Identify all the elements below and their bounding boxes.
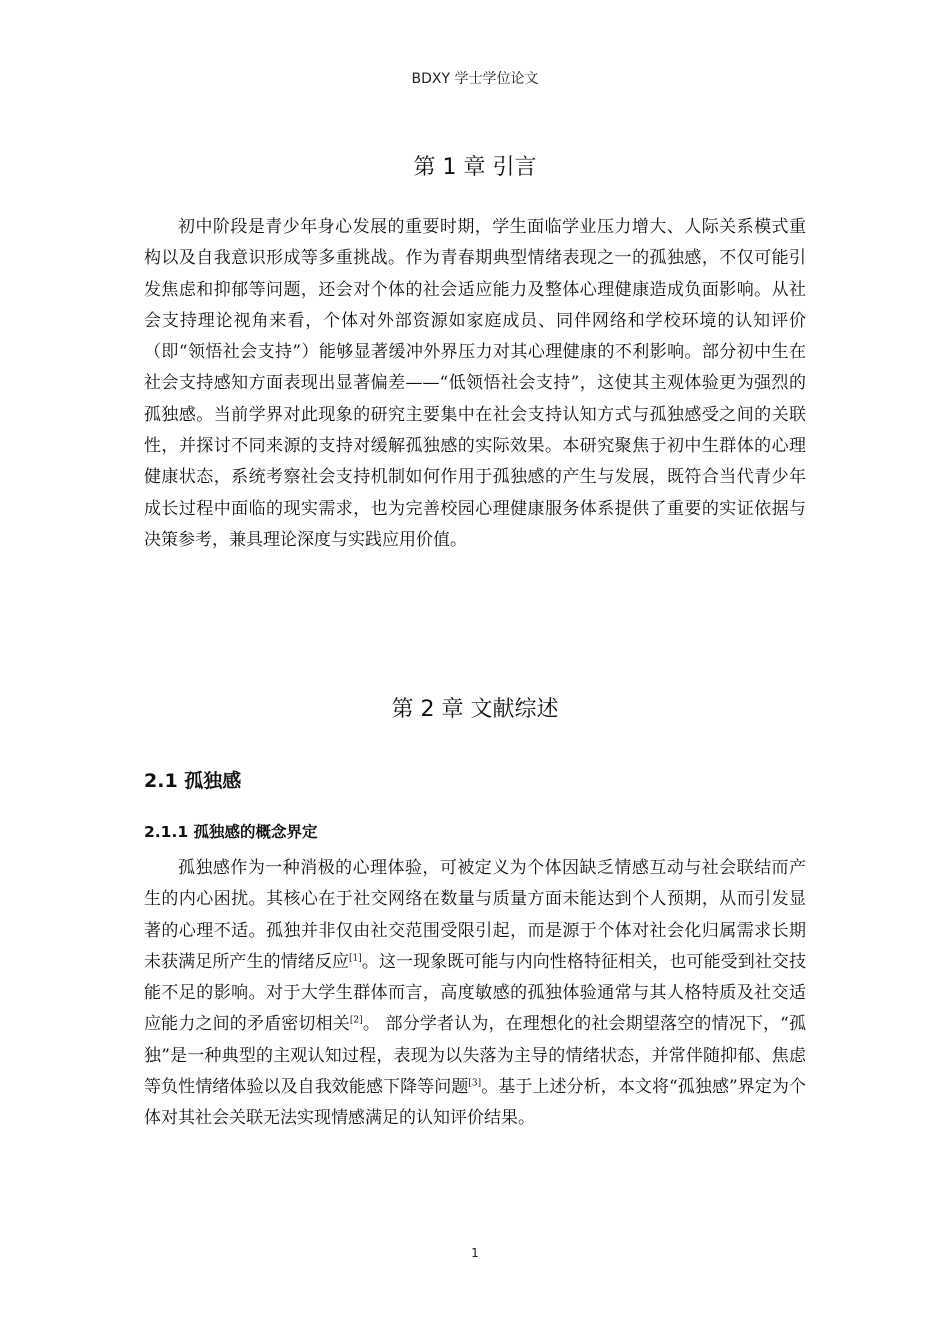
page-number: 1 [471, 1246, 479, 1260]
paragraph-text-segment: 。基于上述分析，本文将“孤独感”界定为个体对其社会关联无法实现情感满足的认知评价结果。 [144, 1077, 807, 1129]
subsection-2-1-1-title: 2.1.1 孤独感的概念界定 [144, 823, 318, 841]
paragraph-text-segment: 孤独感作为一种消极的心理体验，可被定义为个体因缺乏情感互动与社会联结而产生的内心困扰。其核心在于社交网络在数量与质量方面未能达到个人预期，从而引发显著的心理不适。孤独并非仅由社交范围受限引起，而是源于个体对社会化归属需求长期未获满足所产生的情绪反应 [144, 858, 806, 972]
header-divider [145, 96, 805, 97]
running-header: BDXY 学士学位论文 [411, 71, 539, 87]
citation-3[interactable]: [3] [468, 1078, 482, 1089]
paragraph-text-segment: 。这一现象既可能与内向性格特征相关，也可能受到社交技能不足的影响。对于大学生群体而言，高度敏感的孤独体验通常与其人格特质及社交适应能力之间的矛盾密切相关 [144, 951, 807, 1035]
subsection-2-1-1-paragraph [144, 853, 806, 1135]
section-2-1-title: 2.1 孤独感 [144, 770, 242, 792]
paragraph-text-segment: 。 部分学者认为，在理想化的社会期望落空的情况下，“孤独”是一种典型的主观认知过程，表现为以失落为主导的情绪状态，并常伴随抑郁、焦虑等负性情绪体验以及自我效能感下降等问题 [144, 1014, 807, 1098]
citation-1[interactable]: [1] [349, 953, 362, 964]
chapter-1-title: 第 1 章 引言 [413, 155, 537, 180]
chapter-2-title: 第 2 章 文献综述 [391, 697, 559, 722]
citation-2[interactable]: [2] [349, 1015, 363, 1026]
chapter-1-paragraph: 初中阶段是青少年身心发展的重要时期，学生面临学业压力增大、人际关系模式重构以及自我意识形成等多重挑战。作为青春期典型情绪表现之一的孤独感，不仅可能引发焦虑和抑郁等问题，还会对个体的社会适应能力及整体心理健康造成负面影响。从社会支持理论视角来看，个体对外部资源如家庭成员、同伴网络和学校环境的认知评价（即“领悟社会支持”）能够显著缓冲外界压力对其心理健康的不利影响。部分初中生在社会支持感知方面表现出显著偏差——“低领悟社会支持”，这使其主观体验更为强烈的孤独感。当前学界对此现象的研究主要集中在社会支持认知方式与孤独感受之间的关联性，并探讨不同来源的支持对缓解孤独感的实际效果。本研究聚焦于初中生群体的心理健康状态，系统考察社会支持机制如何作用于孤独感的产生与发展，既符合当代青少年成长过程中面临的现实需求，也为完善校园心理健康服务体系提供了重要的实证依据与决策参考，兼具理论深度与实践应用价值。 [144, 217, 806, 550]
